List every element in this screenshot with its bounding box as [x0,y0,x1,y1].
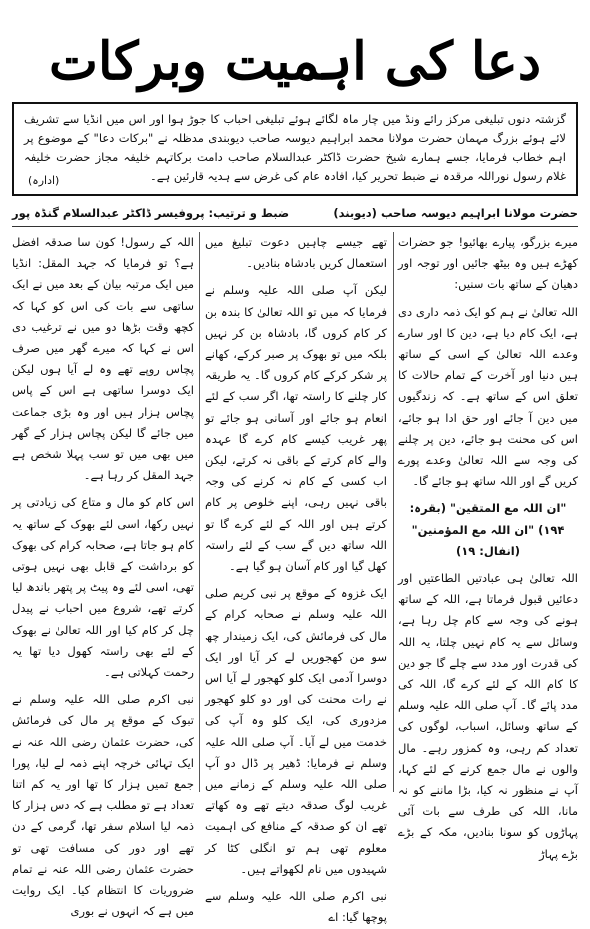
paragraph: لیکن آپ صلی اللہ علیہ وسلم نے فرمایا کہ میں تو اللہ تعالیٰ کا بندہ بن کر کام کروں گا، بادشاہ بن کر نہیں بلکہ میں تو بھوک پر صبر کرکے، کھانے پر شکر کرکے کام کروں گا۔ یہ طریقہ کار چلنے کا راستہ تھا، اگر سب کے لئے انعام ہو جائے اور آسانی ہو جائے تو پھر غریب کیسے کام کرے گا عہدہ والے کام کرتے کے باقی نہ کرتے، لیکن اب کسی کے کام نہ کرنے کی وجہ باقی نہیں رہی، اپنے خلوص پر کام کرتے ہیں اور اللہ کے لئے کرے گا تو اللہ ساتھ دیں گے سب کے لئے راستہ کھل گیا اور کام آسان ہو گیا ہے۔ [205,283,387,574]
intro-text: گزشتہ دنوں تبلیغی مرکز رائے ونڈ میں چار ماہ لگائے ہوئے تبلیغی احباب کا جوڑ ہوا اور اس میں انڈیا سے تشریف لائے ہوئے بزرگ مہمان حضرت مولانا محمد ابراہیم دیوسہ صاحب دیوبندی مدظلہ نے "برکات دعا" کے موضوع پر اہم خطاب فرمایا، جسے ہمارے شیخ حضرت ڈاکٹر عبدالسلام صاحب دامت برکاتہم خلیفہ مجاز حضرت خلیفہ غلام رسول نوراللہ مرقدہ نے ضبط تحریر کیا، افادہ عام کی غرض سے ہدیہ قارئین ہے۔ [24,112,566,183]
intro-box [12,102,578,196]
paragraph: اللہ تعالیٰ ہی عبادتیں الطاعتیں اور دعائیں قبول فرماتا ہے، اللہ کے ساتھ ہونے کی وجہ سے کام چل رہا ہے، وسائل سے یہ کام نہیں چلتا، یہ اللہ کی قدرت اور مدد سے چلے گا جو دین کا کام اللہ کے لئے کرے گا، اللہ کی مدد پائے گا۔ آپ صلی اللہ علیہ وسلم کے ساتھ وسائل، اسباب، لوگوں کی تعداد کم رہی، وہ کمزور رہے۔ مال والوں نے مال جمع کرنے کے لئے کہا، آپ نے منظور نہ کیا، بڑا ماننے کو نہ مانا، اللہ کی طرف سے بات آئی پہاڑوں کو سونا بنادیں، مکہ کے بڑے بڑے پہاڑ [398,571,578,861]
column-separator [199,232,200,792]
quran-quote: "ان اللہ مع المتقین" (بقرہ: ۱۹۴) "ان اللہ مع المؤمنین" (انفال: ۱۹) [409,501,567,558]
divider-line [12,226,578,227]
paragraph: تھے جیسے چاہیں دعوت تبلیغ میں استعمال کریں بادشاہ بنادیں۔ [205,235,387,271]
column-separator [393,232,394,792]
article-title-area [0,30,590,100]
article-title: دعا کی اہمیت وبرکات [49,31,541,92]
compiler-line: ضبط و ترتیب: پروفیسر ڈاکٹر عبدالسلام گنڈہ پور [12,206,290,220]
paragraph: میرے بزرگو، پیارے بھائیو! جو حضرات کھڑے ہیں وہ بیٹھ جائیں اور توجہ اور دھیان کے ساتھ بات سنیں: [398,235,578,292]
text-column-1 [398,232,578,861]
paragraph: اس کام کو مال و متاع کی زیادتی پر نہیں رکھا، اسی لئے بھوک کے ساتھ یہ کام ہو جاتا ہے، صحابہ کرام کی بھوک کو برداشت کے قابل بھی نہیں ہوتی تھی، اسی لئے وہ پیٹ پر پتھر باندھ لیا کرتے تھے، شروع میں احباب نے پیدل چل کر کام کیا اور اللہ تعالیٰ نے بھوک کے لئے بھی راستہ کھول دیا تھا یہ رحمت کہلاتی ہے۔ [12,495,194,680]
paragraph: نبی اکرم صلی اللہ علیہ وسلم نے تبوک کے موقع پر مال کی فرمائش کی، حضرت عثمان رضی اللہ عنہ نے ایک تہائی خرچہ اپنے ذمہ لے لیا، پورا جمع تمیں ہزار کا تھا اور یہ کم اتنا تعداد ہے تو مطلب ہے کہ دس ہزار کا ذمہ لیا اسلام سفر تھا، گرمی کے دن تھے اور دور کی مسافت تھی تو حضرت عثمان رضی اللہ عنہ نے تمام ضروریات کا انتظام کیا۔ ایک روایت میں ہے کہ انہوں نے بوری [12,692,194,919]
paragraph: ایک غزوہ کے موقع پر نبی کریم صلی اللہ علیہ وسلم نے صحابہ کرام کے مال کی فرمائش کی، ایک زمیندار چھ سو من کھجوریں لے کر آیا اور ایک دوسرا آدمی ایک کلو کھجور لے آیا اس نے رات محنت کی اور دو کلو کھجور مزدوری کی، ایک کلو وہ آپ کی خدمت میں لے آیا۔ آپ صلی اللہ علیہ وسلم نے فرمایا: ڈھیر پر ڈال دو آپ صلی اللہ علیہ وسلم کے زمانے میں غریب لوگ صدقہ دیتے تھے وہ کھاتے تھے ان کو صدقہ کے منافع کی اہمیت معلوم تھی ہم تو انگلی کٹا کر شہیدوں میں نام لکھواتے ہیں۔ [205,586,387,876]
text-column-3 [12,232,194,919]
text-column-2 [205,232,387,925]
author-line: حضرت مولانا ابراہیم دیوسہ صاحب (دیوبند) [333,206,578,220]
paragraph: اللہ تعالیٰ نے ہم کو ایک ذمہ داری دی ہے، ایک کام دیا ہے، دین کا اور سارے وعدے اللہ تعالیٰ کے اسی کے ساتھ ہیں دنیا اور آخرت کے تمام حالات کا تعلق اس کے ساتھ ہے۔ کہ زندگیوں میں دین آ جائے اور حق ادا ہو جائے، اس کی محنت ہو جائے، دین پر چلنے کی وجہ سے اللہ تعالیٰ وعدے پورے کریں گے اور اللہ ساتھ ہو جائے گا۔ [398,304,578,489]
paragraph: اللہ کے رسول! کون سا صدقہ افضل ہے؟ تو فرمایا کہ جہد المقل: انڈیا میں ایک مرتبہ بیان کے بعد میں نے ایک ساتھی سے بات کی اس کو کہا کہ کچھ وقت بڑھا دو میں نے ترغیب دی اس نے کہا کہ میرے گھر میں صرف پچاس روپے تھے وہ لے آیا ہوں لیکن ایک دوسرا ساتھی ہے اس کے پاس پچاس ہزار ہیں اور وہ بڑی جماعت میں جائے گا لیکن پچاس ہزار کے گھر میں بھی میں تو سب پہلا شخص ہے جہد المقل کر رہا ہے۔ [12,235,194,483]
byline [12,202,578,224]
paragraph: نبی اکرم صلی اللہ علیہ وسلم سے پوچھا گیا: اے [205,889,387,925]
intro-credit: (ادارہ) [28,174,60,187]
